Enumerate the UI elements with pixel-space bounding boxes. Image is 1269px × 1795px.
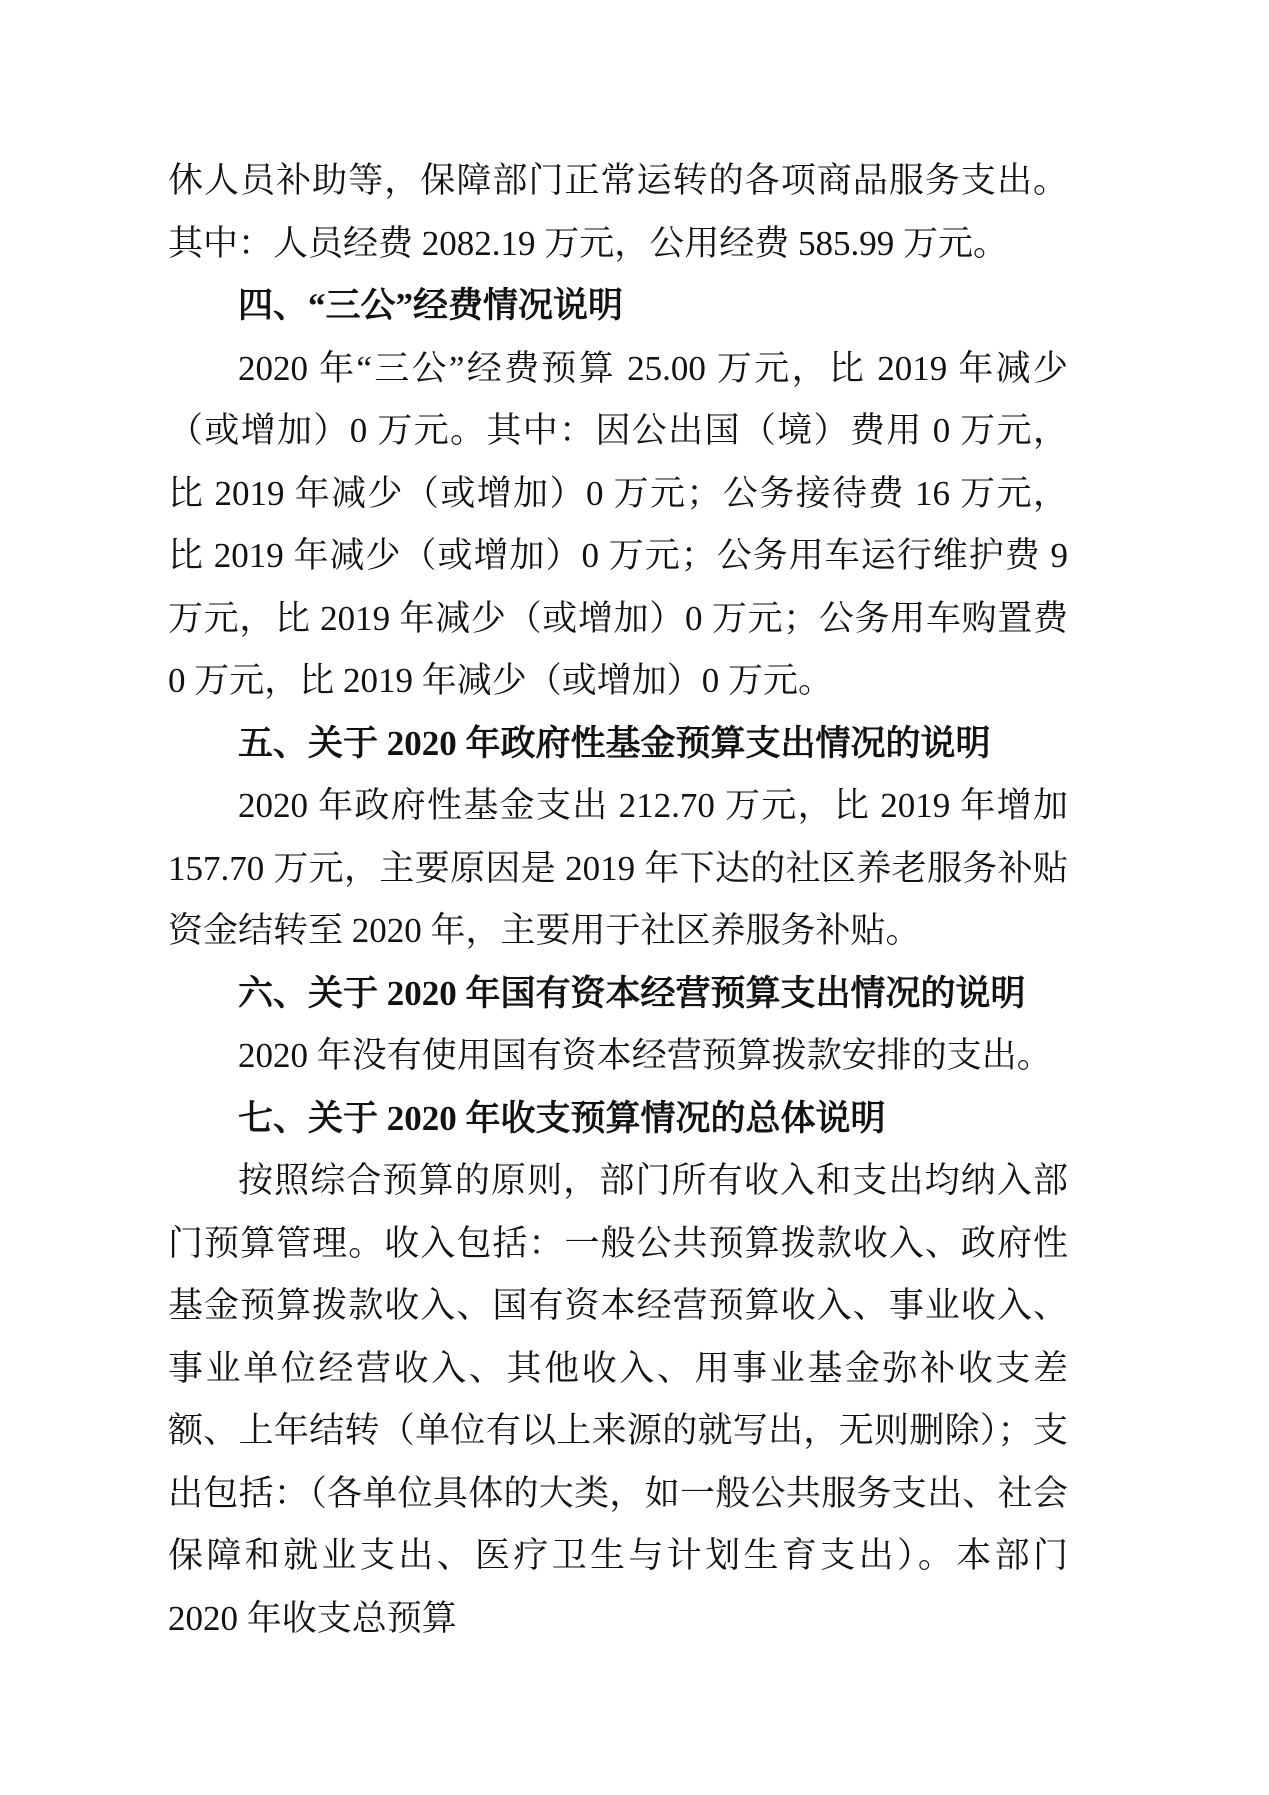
paragraph-government-fund-detail: 2020 年政府性基金支出 212.70 万元，比 2019 年增加 157.70 万元，主要原因是 2019 年下达的社区养老服务补贴资金结转至 2020 年，主要用于社区养服务补贴。 — [168, 786, 1068, 950]
document-content — [168, 150, 1068, 1650]
section-heading-government-fund-budget: 五、关于 2020 年政府性基金预算支出情况的说明 — [238, 723, 991, 763]
paragraph-three-public-expense-detail: 2020 年“三公”经费预算 25.00 万元，比 2019 年减少（或增加）0 万元。其中：因公出国（境）费用 0 万元，比 2019 年减少（或增加）0 万元；公务接待费 16 万元，比 2019 年减少（或增加）0 万元；公务用车运行维护费 9 万元，比 2019 年减少（或增加）0 万元；公务用车购置费 0 万元，比 2019 年减少（或增加）0 万元。 — [168, 348, 1068, 700]
paragraph-overall-budget-detail: 按照综合预算的原则，部门所有收入和支出均纳入部门预算管理。收入包括：一般公共预算拨款收入、政府性基金预算拨款收入、国有资本经营预算收入、事业收入、事业单位经营收入、其他收入、用事业基金弥补收支差额、上年结转（单位有以上来源的就写出，无则删除）；支出包括：（各单位具体的大类，如一般公共服务支出、社会保障和就业支出、医疗卫生与计划生育支出）。本部门 2020 年收支总预算 — [168, 1161, 1068, 1638]
section-heading-three-public-expense: 四、“三公”经费情况说明 — [238, 286, 624, 325]
section-heading-state-capital-budget: 六、关于 2020 年国有资本经营预算支出情况的说明 — [238, 973, 1026, 1013]
section-heading-overall-budget: 七、关于 2020 年收支预算情况的总体说明 — [238, 1098, 886, 1138]
paragraph-personnel-public-expense: 休人员补助等，保障部门正常运转的各项商品服务支出。其中：人员经费 2082.19 万元，公用经费 585.99 万元。 — [168, 161, 1068, 263]
paragraph-state-capital-detail: 2020 年没有使用国有资本经营预算拨款安排的支出。 — [238, 1036, 1052, 1075]
